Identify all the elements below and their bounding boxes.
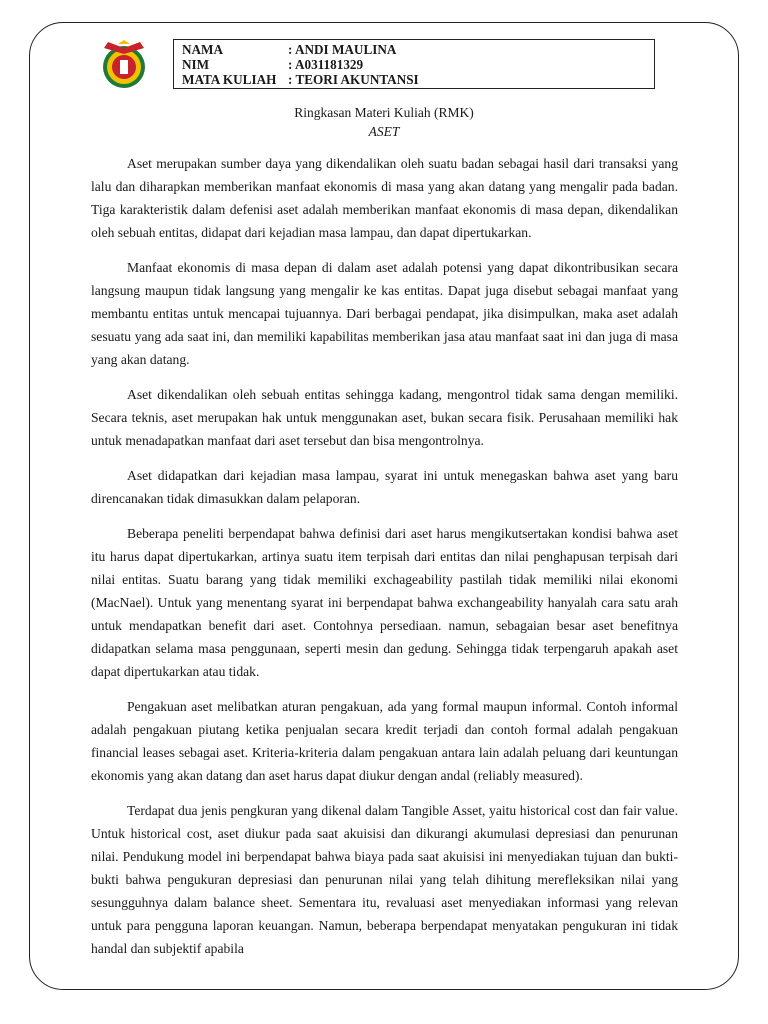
document-subtitle: ASET	[368, 124, 400, 139]
paragraph: Aset merupakan sumber daya yang dikendalikan oleh suatu badan sebagai hasil dari transaksi yang lalu dan diharapkan memberikan manfaat ekonomis di masa yang akan datang yang mengalir pada badan. Tiga karakteristik dalam defenisi aset adalah memberikan manfaat ekonomis di masa depan, dikendalikan oleh sebuah entitas, didapat dari kejadian masa lampau, dan dapat dipertukarkan.	[91, 156, 678, 240]
info-row-course	[182, 72, 654, 87]
paragraph: Terdapat dua jenis pengkuran yang dikenal dalam Tangible Asset, yaitu historical cost dan fair value. Untuk historical cost, aset diukur pada saat akuisisi dan dikurangi akumulasi depresiasi dan penurunan nilai. Pendukung model ini berpendapat bahwa biaya pada saat akuisisi ini menyediakan tujuan dan bukti-bukti bahwa pengukuran depresiasi dan penurunan nilai yang telah dihitung merefleksikan nilai yang sesungguhnya dalam balance sheet. Sementara itu, revaluasi aset menyediakan informasi yang relevan untuk para pengguna laporan keuangan. Namun, beberapa berpendapat menyatakan pengukuran ini tidak handal dan subjektif apabila	[91, 803, 678, 956]
paragraph: Manfaat ekonomis di masa depan di dalam aset adalah potensi yang dapat dikontribusikan secara langsung maupun tidak langsung yang mengalir ke kas entitas. Dapat juga disebut sebagai manfaat yang membantu entitas untuk mencapai tujuannya. Dari berbagai pendapat, jika disimpulkan, maka aset adalah sesuatu yang ada saat ini, dan memiliki kapabilitas memberikan jasa atau manfaat saat ini dan juga di masa yang akan datang.	[91, 260, 678, 367]
info-value: : TEORI AKUNTANSI	[288, 72, 419, 87]
info-row-name	[182, 42, 654, 57]
document-body	[91, 152, 678, 972]
paragraph: Aset dikendalikan oleh sebuah entitas sehingga kadang, mengontrol tidak sama dengan memiliki. Secara teknis, aset merupakan hak untuk menggunakan aset, bukan secara fisik. Perusahaan memiliki hak untuk menadapatkan manfaat dari aset tersebut dan bisa mengontrolnya.	[91, 387, 678, 448]
info-label: NIM	[182, 57, 210, 72]
paragraph: Pengakuan aset melibatkan aturan pengakuan, ada yang formal maupun informal. Contoh informal adalah pengakuan piutang ketika penjualan secara kredit terjadi dan contoh formal adalah pengakuan financial leases sebagai aset. Kriteria-kriteria dalam pengakuan antara lain adalah peluang dari keuntungan ekonomis yang akan datang dan aset harus dapat diukur dengan andal (reliably measured).	[91, 699, 678, 783]
info-label: NAMA	[182, 42, 224, 57]
student-info-box	[173, 39, 655, 89]
document-title: Ringkasan Materi Kuliah (RMK)	[294, 105, 474, 120]
paragraph: Aset didapatkan dari kejadian masa lampau, syarat ini untuk menegaskan bahwa aset yang baru direncanakan tidak dimasukkan dalam pelaporan.	[91, 468, 678, 506]
info-row-nim	[182, 57, 654, 72]
paragraph: Beberapa peneliti berpendapat bahwa definisi dari aset harus mengikutsertakan kondisi bahwa aset itu harus dapat dipertukarkan, artinya suatu item terpisah dari entitas dan nilai penghapusan terpisah dari nilai entitas. Suatu barang yang tidak memiliki exchageability pastilah tidak memiliki nilai ekonomi (MacNael). Untuk yang menentang syarat ini berpendapat bahwa exchangeability hanyalah cara satu arah untuk mendapatkan benefit dari aset. Contohnya persediaan. namun, sebagaian besar aset benefitnya didapatkan selama masa penggunaan, seperti mesin dan gedung. Sehingga tidak terpengaruh apakah aset dapat dipertukarkan atau tidak.	[91, 526, 678, 679]
university-logo-icon	[98, 38, 150, 90]
info-value: : ANDI MAULINA	[288, 42, 397, 57]
info-value: : A031181329	[288, 57, 364, 72]
info-label: MATA KULIAH	[182, 72, 277, 87]
